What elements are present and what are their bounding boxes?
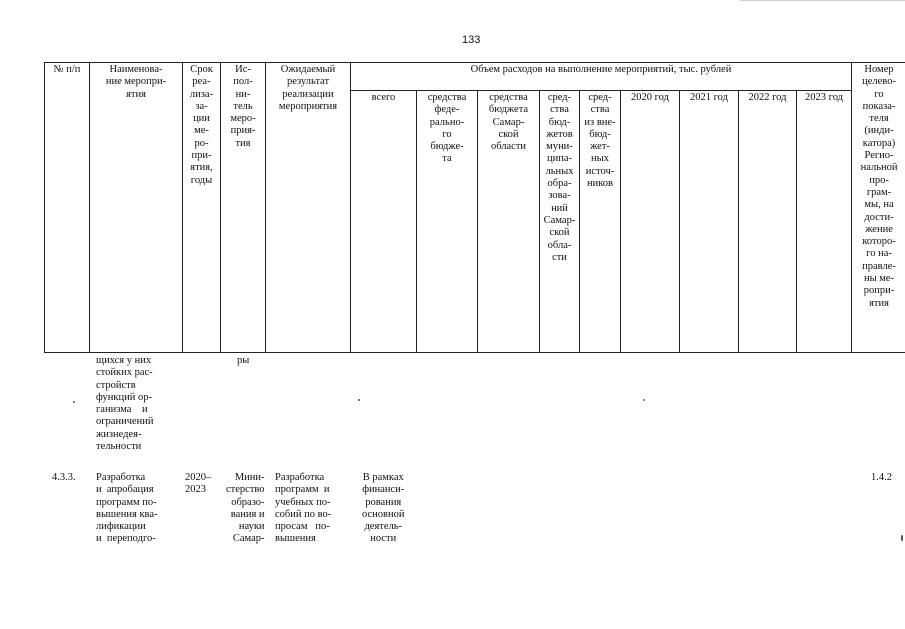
header-term: Срок реа- лиза- за- ции ме- ро- при- ятия, годы	[183, 63, 221, 353]
scan-speck	[73, 401, 75, 403]
header-2023: 2023 год	[797, 91, 852, 353]
row-term: 2020– 2023	[185, 472, 212, 496]
row-funding: В рамках финанси- рования основной деятель- ности	[362, 472, 405, 545]
header-indicator: Номер целево- го показа- теля (инди- катора) Регио- нальной про- грам- мы, на дости- жение которо- го на- правле- ны ме- ропри- ятия	[852, 63, 905, 353]
scan-speck	[901, 535, 903, 541]
header-executor: Ис- пол- ни- тель меро- прия- тия	[221, 63, 266, 353]
row-executor: Мини- стерство образо- вания и науки Самар-	[226, 472, 265, 545]
continuation-executor: ры	[237, 355, 250, 366]
row-number: 4.3.3.	[52, 472, 76, 483]
page-number: 133	[462, 34, 481, 46]
scan-speck	[643, 399, 645, 401]
header-total: всего	[351, 91, 417, 353]
scan-speck	[358, 399, 360, 401]
continuation-name: щихся у них стойких рас- стройств функций ор- ганизма и ограничений жизнедея- тельности	[96, 355, 154, 453]
header-2020: 2020 год	[621, 91, 680, 353]
header-volume: Объем расходов на выполнение мероприятий, тыс. рублей	[351, 63, 852, 91]
header-2021: 2021 год	[680, 91, 739, 353]
header-municipal: сред- ства бюд- жетов муни- ципа- льных обра- зова- ний Самар- ской обла- сти	[540, 91, 580, 353]
header-federal: средства феде- рально- го бюдже- та	[417, 91, 478, 353]
row-indicator: 1.4.2	[871, 472, 892, 483]
header-number: № п/п	[45, 63, 90, 353]
row-result: Разработка программ и учебных по- собий по во- просам по- вышения	[275, 472, 332, 545]
header-table	[44, 62, 905, 353]
header-result: Ожидаемый результат реализации мероприятия	[266, 63, 351, 353]
header-2022: 2022 год	[739, 91, 797, 353]
scan-edge-line	[740, 0, 905, 1]
row-name: Разработка и апробация программ по- вышения ква- лификации и переподго-	[96, 472, 158, 545]
header-offbudget: сред- ства из вне- бюд- жет- ных источ- ников	[580, 91, 621, 353]
header-regional: средства бюджета Самар- ской области	[478, 91, 540, 353]
header-name: Наименова- ние меропри- ятия	[90, 63, 183, 353]
